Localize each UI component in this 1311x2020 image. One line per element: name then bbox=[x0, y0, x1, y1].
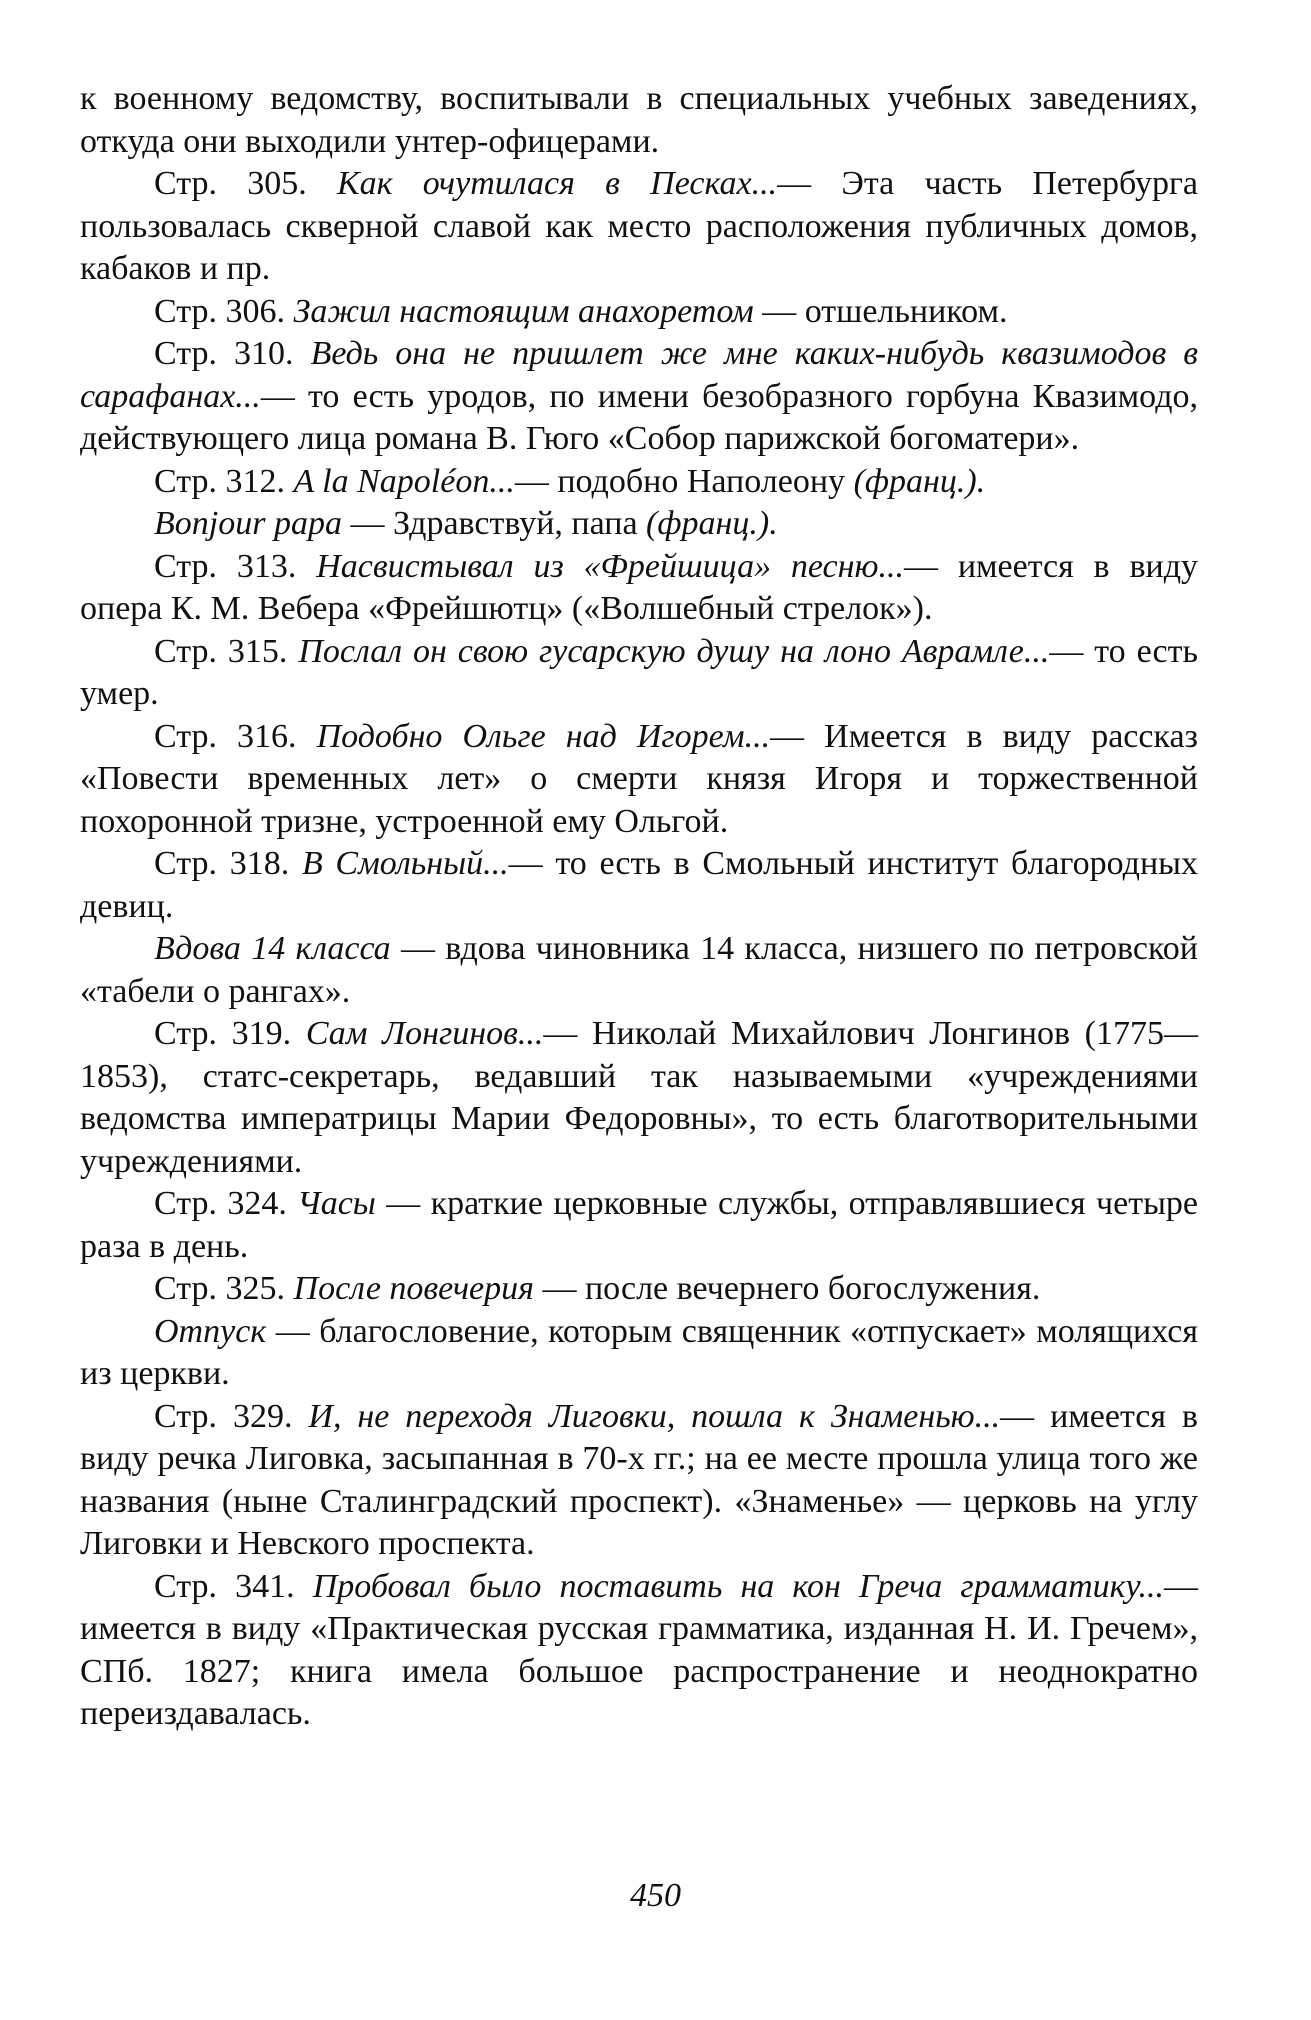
note-paragraph bbox=[80, 1396, 1198, 1566]
text: Стр. 306. bbox=[154, 292, 294, 330]
text: — Имеется в виду рассказ «Повести временных лет» о смерти князя Игоря и торжественной похоронной тризне, устроенной ему Ольгой. bbox=[80, 717, 1198, 840]
text: Стр. 329. bbox=[154, 1397, 309, 1435]
note-paragraph bbox=[80, 928, 1198, 1013]
italic-text: Отпуск bbox=[154, 1312, 267, 1350]
note-paragraph bbox=[80, 631, 1198, 716]
italic-text: Зажил настоящим анахоретом bbox=[293, 292, 754, 330]
text: — Здравствуй, папа bbox=[341, 505, 647, 542]
italic-text: Пробовал было поставить на кон Греча грамматику... bbox=[312, 1567, 1164, 1605]
italic-text: После повечерия bbox=[293, 1270, 534, 1307]
page-number: 450 bbox=[630, 1877, 681, 1914]
note-paragraph bbox=[80, 716, 1198, 844]
text: Стр. 319. bbox=[154, 1015, 306, 1052]
text: — Николай Михайлович Лонгинов (1775—1853), статс-секретарь, ведавший так называемыми «учреждениями ведомства императрицы Марии Федоровны», то есть благотворительными учреждениями. bbox=[80, 1015, 1198, 1180]
text: — имеется в виду опера К. М. Вебера «Фрейшютц» («Волшебный стрелок»). bbox=[80, 547, 1198, 627]
text: Стр. 325. bbox=[154, 1270, 294, 1307]
italic-text: A la Napoléon... bbox=[293, 462, 515, 500]
text: Стр. 310. bbox=[154, 335, 311, 372]
text: Стр. 313. bbox=[154, 547, 317, 585]
italic-text: И, не переходя Лиговки, пошла к Знаменью... bbox=[308, 1397, 1001, 1435]
italic-text: (франц.). bbox=[646, 505, 778, 542]
text: — отшельником. bbox=[753, 292, 1008, 330]
italic-text: Насвистывал из «Фрейшица» песню... bbox=[316, 547, 904, 585]
italic-text: Часы bbox=[297, 1185, 376, 1222]
note-paragraph bbox=[80, 1013, 1198, 1183]
text: — то есть в Смольный институт благородных девиц. bbox=[80, 845, 1198, 925]
text: Стр. 316. bbox=[154, 717, 317, 755]
text: — вдова чиновника 14 класса, низшего по петровской «табели о рангах». bbox=[80, 930, 1198, 1010]
text: — подобно Наполеону bbox=[514, 462, 854, 500]
text: Стр. 318. bbox=[154, 845, 302, 882]
note-paragraph bbox=[80, 843, 1198, 928]
text: — благословение, которым священник «отпускает» молящихся из церкви. bbox=[80, 1312, 1198, 1392]
text: — Эта часть Петербурга пользовалась скверной славой как место расположения публичных домов, кабаков и пр. bbox=[80, 165, 1198, 287]
italic-text: Вдова 14 класса bbox=[154, 930, 391, 967]
italic-text: Подобно Ольге над Игорем... bbox=[316, 717, 771, 755]
italic-text: Сам Лонгинов... bbox=[305, 1015, 544, 1052]
text: — краткие церковные службы, отправлявшиеся четыре раза в день. bbox=[80, 1185, 1198, 1265]
note-paragraph bbox=[80, 163, 1198, 291]
italic-text: Bonjour papa bbox=[154, 505, 342, 542]
note-paragraph bbox=[80, 1268, 1198, 1311]
text: — имеется в виду речка Лиговка, засыпанная в 70-х гг.; на ее месте прошла улица того же названия (ныне Сталинградский проспект). «Знаменье» — церковь на углу Лиговки и Невского проспекта. bbox=[80, 1397, 1198, 1562]
text: Стр. 312. bbox=[154, 462, 294, 500]
text: Стр. 305. bbox=[154, 165, 338, 202]
text: Стр. 341. bbox=[154, 1567, 313, 1605]
note-paragraph bbox=[80, 1183, 1198, 1268]
text: — то есть уродов, по имени безобразного горбуна Квазимодо, действующего лица романа В. Гюго «Собор парижской богоматери». bbox=[80, 377, 1198, 457]
page-body bbox=[80, 78, 1198, 1736]
text: к военному ведомству, воспитывали в специальных учебных заведениях, откуда они выходили унтер-офицерами. bbox=[80, 80, 1198, 160]
note-paragraph bbox=[80, 1566, 1198, 1736]
italic-text: В Смольный... bbox=[301, 845, 509, 882]
italic-text: Ведь она не пришлет же мне каких-нибудь квазимодов в сарафанах... bbox=[80, 335, 1198, 415]
note-paragraph bbox=[80, 546, 1198, 631]
text: — имеется в виду «Практическая русская грамматика, изданная Н. И. Гречем», СПб. 1827; книга имела большое распространение и неоднократно переиздавалась. bbox=[80, 1567, 1198, 1732]
note-paragraph bbox=[80, 333, 1198, 461]
note-paragraph bbox=[80, 503, 1198, 546]
text: Стр. 315. bbox=[154, 632, 299, 670]
note-paragraph bbox=[80, 461, 1198, 504]
italic-text: Как очутилася в Песках... bbox=[337, 165, 778, 202]
note-paragraph bbox=[80, 1311, 1198, 1396]
text: — после вечернего богослужения. bbox=[533, 1270, 1041, 1307]
note-paragraph bbox=[80, 291, 1198, 334]
text: Стр. 324. bbox=[154, 1185, 298, 1222]
italic-text: Послал он свою гусарскую душу на лоно Аврамле... bbox=[298, 632, 1050, 670]
italic-text: (франц.). bbox=[853, 462, 986, 500]
note-paragraph bbox=[80, 78, 1198, 163]
text: — то есть умер. bbox=[80, 632, 1198, 712]
